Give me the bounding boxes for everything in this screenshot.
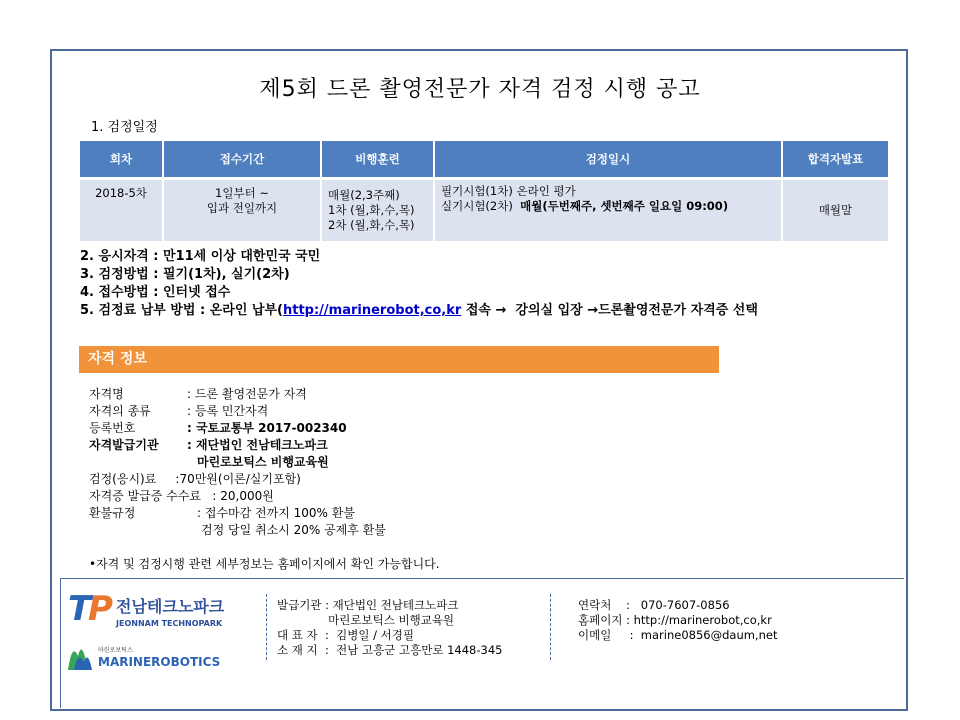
req-payment: 5. 검정료 납부 방법 : 온라인 납부(http://marinerobot,co,kr 접속 → 강의실 입장 →드론촬영전문가 자격증 선택: [80, 303, 758, 318]
header-exam-date: 검정일시: [434, 141, 782, 179]
info-block: 자격명 : 드론 촬영전문가 자격 자격의 종류 : 등록 민간자격 등록번호 : 국토교통부 2017-002340 자격발급기관 : 재단법인 전남테크노파크 마린로보틱스 비행교육원 검정(응시)료 :70만원(이론/실기포함) 자격증 발급증 수수료 : 20,000원 환불규정 : 접수마감 전까지 100% 환불 검정 당일 취소시 20% 공제후 환불: [89, 387, 386, 537]
info-note: •자격 및 검정시행 관련 세부정보는 홈페이지에서 확인 가능합니다.: [89, 557, 440, 571]
svg-text:MARINEROBOTICS: MARINEROBOTICS: [98, 655, 221, 669]
cell-reception: 1일부터 ~ 입과 전일까지: [163, 179, 321, 242]
header-round: 회차: [80, 141, 163, 179]
page-title: 제5회 드론 촬영전문가 자격 검정 시행 공고: [259, 77, 701, 102]
schedule-table: [80, 141, 888, 241]
req-method: 3. 검정방법 : 필기(1차), 실기(2차): [80, 267, 290, 282]
header-reception: 접수기간: [163, 141, 321, 179]
requirements-list: [80, 248, 758, 320]
section-heading-schedule: 1. 검정일정: [91, 120, 158, 135]
marinerobotics-icon: [64, 634, 234, 674]
svg-text:P: P: [88, 589, 113, 629]
footer-divider-2: [550, 594, 551, 660]
header-announce: 합격자발표: [782, 141, 888, 179]
exam-written: 필기시험(1차) 온라인 평가: [441, 184, 576, 198]
footer-contact-info: 연락처 : 070-7607-0856 홈페이지 : http://marinerobot,co,kr 이메일 : marine0856@daum,net: [578, 598, 778, 642]
exam-practical: 실기시험(2차) 매월(두번째주, 셋번째주 일요일 09:00): [441, 199, 729, 213]
header-training: 비행훈련: [321, 141, 434, 179]
tp-logo-icon: [64, 584, 234, 634]
req-application: 4. 접수방법 : 인터넷 접수: [80, 285, 231, 300]
info-section-header: 자격 정보: [79, 346, 719, 373]
marinerobotics-logo: [64, 634, 234, 674]
table-row: [80, 179, 888, 242]
jeonnam-technopark-logo: [64, 584, 234, 634]
cell-training: 매월(2,3주째) 1차 (월,화,수,목) 2차 (월,화,수,목): [321, 179, 434, 242]
cell-exam-date: [434, 179, 782, 242]
footer-issuer-info: 발급기관 : 재단법인 전남테크노파크 마린로보틱스 비행교육원 대 표 자 : 김병일 / 서경필 소 재 지 : 전남 고흥군 고흥만로 1448-345: [277, 598, 503, 657]
svg-text:JEONNAM TECHNOPARK: JEONNAM TECHNOPARK: [116, 619, 223, 628]
cell-round: 2018-5차: [80, 179, 163, 242]
schedule-header-row: [80, 141, 888, 179]
svg-text:마린로보틱스: 마린로보틱스: [98, 647, 133, 654]
homepage-link[interactable]: http://marinerobot,co,kr: [282, 303, 462, 318]
footer-divider-1: [266, 594, 267, 660]
svg-text:전남테크노파크: 전남테크노파크: [116, 597, 225, 616]
svg-text:T: T: [68, 589, 92, 629]
req-eligibility: 2. 응시자격 : 만11세 이상 대한민국 국민: [80, 249, 321, 264]
cell-announce: 매월말: [782, 179, 888, 242]
